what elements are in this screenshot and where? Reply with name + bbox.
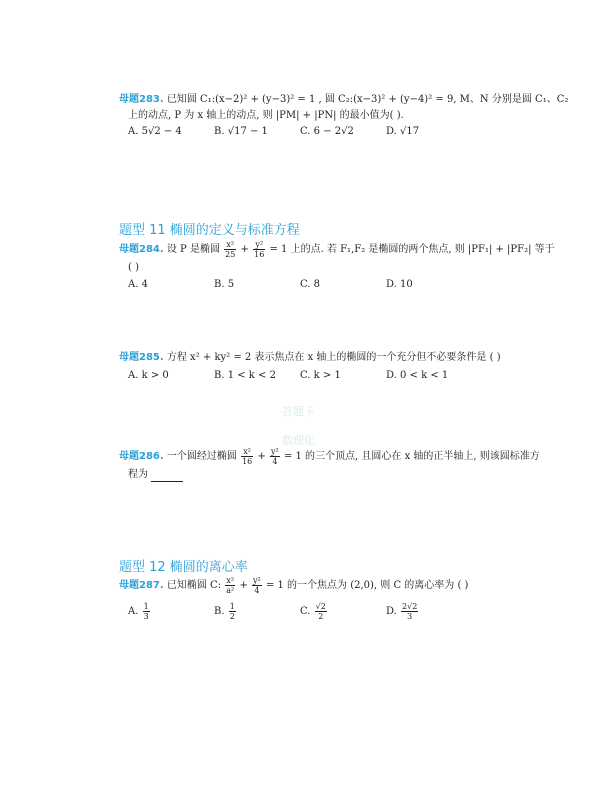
- question-287-line-1: 母题287. 已知椭圆 C: $\frac{\text{x²}}{\text{a²}}$ + $\frac{\text{y²}}{4}$ = 1 的一个焦点为 (2,0), 则 C 的离心率为 ( ): [119, 576, 469, 595]
- option-d: D. 10: [386, 279, 413, 290]
- option-a: A. k > 0: [128, 370, 169, 381]
- option-c: C. $\frac{√2}{2}$: [300, 602, 326, 621]
- watermark: 答题卡: [282, 405, 315, 418]
- option-b: B. 1 < k < 2: [214, 370, 276, 381]
- question-number: 母题287.: [119, 580, 164, 591]
- option-b: B. √17 − 1: [214, 126, 268, 137]
- option-d: D. $\frac{2√2}{3}$: [386, 602, 418, 621]
- answer-blank[interactable]: [151, 471, 183, 482]
- option-c: C. 6 − 2√2: [300, 126, 354, 137]
- section-title-12: 题型 12 椭圆的离心率: [119, 560, 248, 575]
- option-a: A. $\frac{1}{3}$: [128, 602, 149, 621]
- fraction: $\frac{\text{y²}}{4}$: [271, 447, 279, 466]
- fraction: $\frac{\text{y²}}{4}$: [253, 576, 261, 595]
- watermark: 数理化: [282, 434, 315, 447]
- question-number: 母题286.: [119, 451, 164, 462]
- answer-paren: ( ): [128, 262, 139, 273]
- fraction: $\frac{\text{x²}}{16}$: [242, 447, 253, 466]
- option-a: A. 5√2 − 4: [128, 126, 182, 137]
- option-d: D. √17: [386, 126, 420, 137]
- question-286-line-2: 程为: [128, 468, 183, 482]
- option-b: B. 5: [214, 279, 235, 290]
- question-number: 母题285.: [119, 352, 164, 363]
- question-283-line-2: 上的动点, P 为 x 轴上的动点, 则 |PM| + |PN| 的最小值为( ).: [128, 110, 404, 121]
- option-a: A. 4: [128, 279, 148, 290]
- section-title-11: 题型 11 椭圆的定义与标准方程: [119, 223, 300, 238]
- fraction: $\frac{\text{x²}}{25}$: [225, 240, 236, 259]
- question-285-line-1: 母题285. 方程 x² + ky² = 2 表示焦点在 x 轴上的椭圆的一个充分但不必要条件是 ( ): [119, 352, 501, 363]
- question-number: 母题284.: [119, 244, 164, 255]
- option-c: C. k > 1: [300, 370, 341, 381]
- question-number: 母题283.: [119, 94, 164, 105]
- question-286-line-1: 母题286. 一个圆经过椭圆 $\frac{\text{x²}}{16}$ + $\frac{\text{y²}}{4}$ = 1 的三个顶点, 且圆心在 x 轴的正半轴上, 则该圆标准方: [119, 447, 540, 466]
- fraction: $\frac{\text{y²}}{16}$: [254, 240, 265, 259]
- question-283-line-1: 母题283. 已知圆 C₁:(x−2)² + (y−3)² = 1 , 圆 C₂:(x−3)² + (y−4)² = 9, M、N 分别是圆 C₁、C₂: [119, 94, 569, 105]
- option-c: C. 8: [300, 279, 321, 290]
- option-b: B. $\frac{1}{2}$: [214, 602, 235, 621]
- fraction: $\frac{\text{x²}}{\text{a²}}$: [226, 576, 235, 595]
- option-d: D. 0 < k < 1: [386, 370, 449, 381]
- question-284-line-1: 母题284. 设 P 是椭圆 $\frac{\text{x²}}{25}$ + $\frac{\text{y²}}{16}$ = 1 上的点. 若 F₁,F₂ 是椭圆的两个焦点, 则 |PF₁| + |PF₂| 等于: [119, 240, 555, 259]
